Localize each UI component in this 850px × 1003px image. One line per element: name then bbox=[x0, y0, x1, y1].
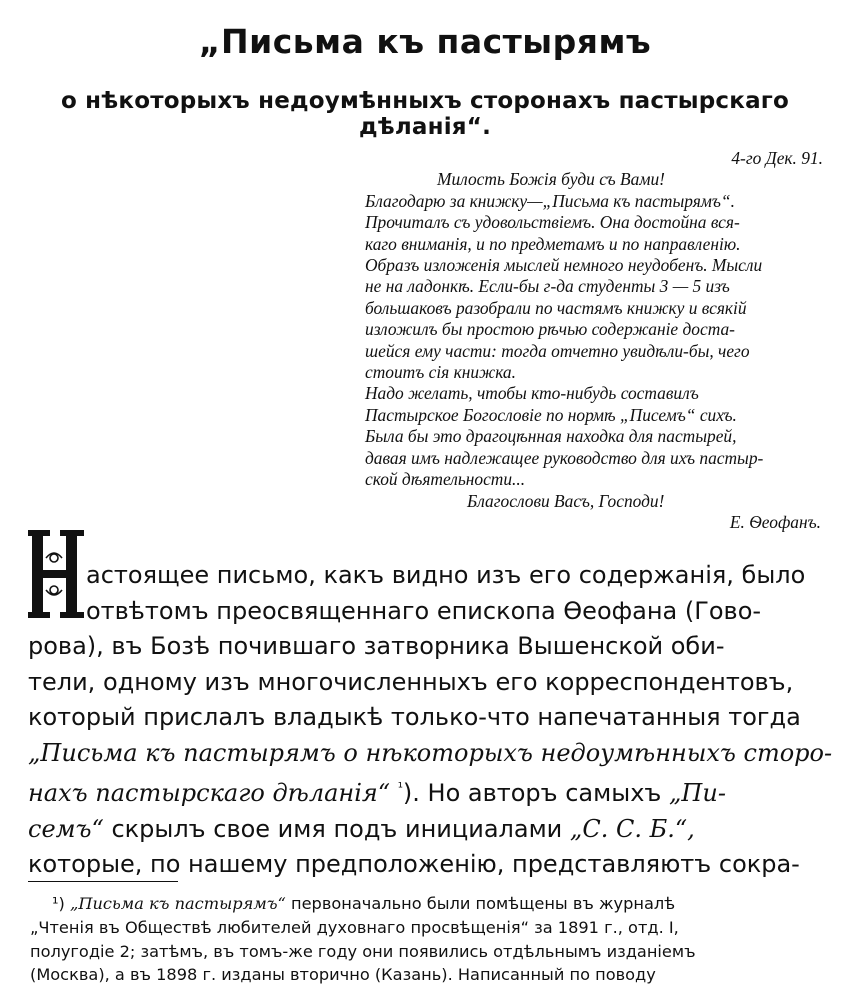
letter-line: Образъ изложенія мыслей немного неудобенъ. Мысли bbox=[365, 255, 763, 276]
footnote bbox=[30, 892, 842, 987]
footnote-text: первоначально были помѣщены въ журналѣ bbox=[291, 894, 676, 913]
letter-line: Надо желать, чтобы кто-нибудь составилъ bbox=[365, 383, 699, 404]
footnote-line: (Москва), а въ 1898 г. изданы вторично (Казань). Написанный по поводу bbox=[30, 965, 656, 985]
body-line bbox=[28, 771, 840, 812]
letter-date: 4-го Дек. 91. bbox=[731, 148, 823, 168]
footnote-italic-title: „Письма къ пастырямъ“ bbox=[69, 894, 286, 913]
body-line: который прислалъ владыкѣ только-что напечатанныя тогда bbox=[28, 703, 801, 731]
italic-fragment: семъ“ bbox=[28, 814, 104, 843]
footnote-line: полугодіе 2; затѣмъ, въ томъ-же году они появились отдѣльнымъ изданіемъ bbox=[30, 941, 696, 961]
footnote-marker: ¹) bbox=[52, 894, 65, 913]
page-subtitle: о нѣкоторыхъ недоумѣнныхъ сторонахъ пастырскаго дѣланія“. bbox=[60, 88, 790, 140]
italic-fragment: „Пи- bbox=[669, 779, 726, 807]
body-line: рова), въ Бозѣ почившаго затворника Вышенской оби- bbox=[28, 632, 725, 660]
body-line: астоящее письмо, какъ видно изъ его содержанія, было bbox=[86, 561, 806, 589]
footnote-line bbox=[30, 892, 842, 916]
letter-line: каго вниманія, и по предметамъ и по направленію. bbox=[365, 233, 741, 254]
body-fragment: ). Но авторъ самыхъ bbox=[402, 779, 662, 807]
letter-signature: Е. Ѳеофанъ. bbox=[729, 511, 821, 532]
body-line: отвѣтомъ преосвященнаго епископа Ѳеофана (Гово- bbox=[86, 596, 762, 625]
body-paragraph bbox=[28, 558, 840, 883]
letter-line: Была бы это драгоцѣнная находка для пастырей, bbox=[365, 426, 737, 447]
letter-quote bbox=[365, 148, 833, 533]
body-line: тели, одному изъ многочисленныхъ его корреспондентовъ, bbox=[28, 667, 794, 696]
letter-blessing: Благослови Васъ, Господи! bbox=[467, 490, 665, 511]
letter-line: Пастырское Богословіе по нормѣ „Писемъ“ сихъ. bbox=[365, 404, 737, 425]
letter-line: Благодарю за книжку—„Письма къ пастырямъ“. bbox=[365, 190, 735, 211]
footnote-reference: ¹ bbox=[397, 781, 403, 796]
dropcap-letter: Н bbox=[28, 528, 29, 529]
letter-line: шейся ему части: тогда отчетно увидѣли-бы, чего bbox=[365, 340, 750, 361]
letter-line: Прочиталъ съ удовольствіемъ. Она достойна вся- bbox=[365, 212, 740, 233]
page-title: „Письма къ пастырямъ bbox=[198, 22, 652, 61]
body-line-italic: „Письма къ пастырямъ о нѣкоторыхъ недоумѣнныхъ сторо- bbox=[28, 738, 833, 767]
letter-line: не на ладонкѣ. Если-бы г-да студенты 3 — 5 изъ bbox=[365, 276, 730, 297]
initials-fragment: „С. С. Б.“, bbox=[569, 814, 695, 843]
letter-greeting: Милость Божія буди съ Вами! bbox=[437, 169, 665, 190]
italic-title-fragment: нахъ пастырскаго дѣланія“ bbox=[28, 779, 391, 807]
letter-line: давая имъ надлежащее руководство для ихъ пастыр- bbox=[365, 447, 764, 468]
footnote-divider bbox=[28, 881, 178, 882]
letter-paragraph-2 bbox=[365, 383, 833, 490]
footnote-line: „Чтенія въ Обществѣ любителей духовнаго просвѣщенія“ за 1891 г., отд. I, bbox=[30, 917, 679, 937]
letter-line: изложилъ бы простою рѣчью содержаніе доста- bbox=[365, 319, 735, 340]
letter-line: ской дѣятельности... bbox=[365, 469, 526, 490]
letter-line: стоитъ сія книжка. bbox=[365, 362, 516, 383]
letter-paragraph-1 bbox=[365, 191, 833, 384]
body-line bbox=[28, 812, 840, 848]
body-fragment: скрылъ свое имя подъ инициалами bbox=[111, 814, 563, 843]
letter-line: большаковъ разобрали по частямъ книжку и всякій bbox=[365, 297, 747, 318]
body-line: которые, по нашему предположенію, представляютъ сокра- bbox=[28, 850, 800, 878]
